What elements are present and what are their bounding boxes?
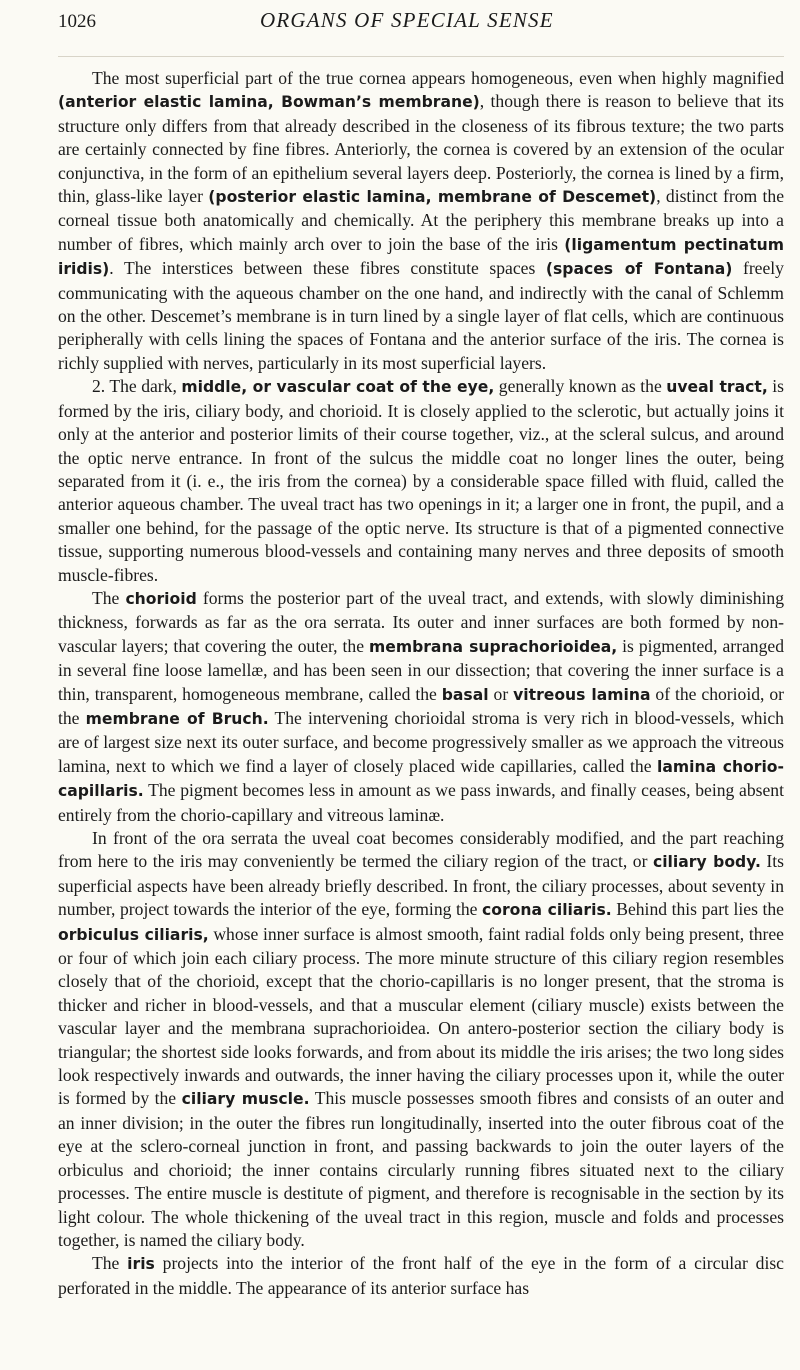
text-run: . The interstices between these fibres constitute spaces xyxy=(109,258,546,279)
bold-term: membrana suprachorioidea, xyxy=(369,637,618,656)
bold-term: membrane of Bruch. xyxy=(85,709,269,728)
running-title: ORGANS OF SPECIAL SENSE xyxy=(260,8,554,32)
paragraph xyxy=(58,587,784,827)
bold-term: (spaces of Fontana) xyxy=(545,260,733,279)
bold-term: uveal tract, xyxy=(666,378,768,397)
text-run: The xyxy=(92,587,126,608)
text-run: projects into the interior of the front half of the eye in the form of a circular disc perforated in the middle. The appearance of its anterior surface has xyxy=(58,1253,784,1298)
bold-term: (ligamentum pectinatum iridis) xyxy=(58,235,784,279)
text-run: 2. The dark, xyxy=(92,376,182,397)
text-run: The pigment becomes less in amount as we pass inwards, and finally ceases, being absent entirely from the chorio-capillary and vitreous laminæ. xyxy=(58,780,784,825)
text-run: is formed by the iris, ciliary body, and chorioid. It is closely applied to the sclerotic, but actually joins it only at the anterior and posterior limits of their course together, viz., at the scleral sulcus, and around the optic nerve entrance. In front of the sulcus the middle coat no longer lines the outer, being separated from it (i. e., the iris from the cornea) by a considerable space filled with fluid, called the anterior aqueous chamber. The uveal tract has two openings in it; a larger one in front, the pupil, and a smaller one behind, for the passage of the optic nerve. Its structure is that of a pigmented connective tissue, supporting numerous blood-vessels and containing many nerves and three deposits of smooth muscle-fibres. xyxy=(58,376,785,585)
text-run: freely communicating with the aqueous chamber on the one hand, and indirectly with the canal of Schlemm on the other. Descemet’s membrane is in turn lined by a single layer of flat cells, which are continuous peripherally with cells lining the spaces of Fontana and the anterior surface of the iris. The cornea is richly supplied with nerves, particularly in its most superficial layers. xyxy=(58,258,784,373)
text-run: of the chorioid, or the xyxy=(58,683,785,728)
bold-term: (anterior elastic lamina, Bowman’s membrane) xyxy=(58,93,480,112)
text-run: or xyxy=(488,683,514,704)
bold-term: (posterior elastic lamina, membrane of Descemet) xyxy=(208,188,657,207)
text-run: forms the posterior part of the uveal tract, and extends, with slowly diminishing thickness, forwards as far as the ora serrata. Its outer and inner surfaces are both formed by non-vascular layers; that covering the outer, the xyxy=(58,587,784,656)
text-run: This muscle possesses smooth fibres and consists of an outer and an inner division; in the outer the fibres run longitudinally, inserted into the outer fibrous coat of the eye at the sclero-corneal junction in front, and passing backwards to join the outer layers of the orbiculus and chorioid; the inner contains circularly running fibres situated next to the ciliary processes. The entire muscle is destitute of pigment, and therefore is recognisable in the section by its light colour. The whole thickening of the uveal tract in this region, muscle and folds and processes together, is named the ciliary body. xyxy=(58,1088,784,1250)
text-run: The intervening chorioidal stroma is very rich in blood-vessels, which are of largest size next its outer surface, and become progressively smaller as we approach the vitreous lamina, next to which we find a layer of closely placed wide capillaries, called the xyxy=(58,707,784,776)
text-run: The most superficial part of the true cornea appears homogeneous, even when highly magnified xyxy=(92,68,784,88)
text-run: , though there is reason to believe that its structure only differs from that already described in the closeness of its fibrous texture; the two parts are certainly connected by fine fibres. Anteriorly, the cornea is covered by an extension of the ocular conjunctiva, in the form of an epithelium several layers deep. Posteriorly, the cornea is lined by a firm, thin, glass-like layer xyxy=(58,91,784,207)
paragraph xyxy=(58,1252,784,1300)
bold-term: iris xyxy=(127,1255,155,1274)
bold-term: lamina chorio-capillaris. xyxy=(58,757,784,801)
paragraph xyxy=(58,827,784,1252)
bold-term: chorioid xyxy=(125,589,197,608)
text-run: whose inner surface is almost smooth, faint radial folds only being present, three or four of which join each ciliary process. The more minute structure of this ciliary region resembles closely that of the chorioid, except that the chorio-capillaris is no longer present, that the stroma is thicker and richer in blood-vessels, and that a muscular element (ciliary muscle) exists between the vascular layer and the membrana suprachorioidea. On antero-posterior section the ciliary body is triangular; the shortest side looks forwards, and from about its middle the iris arises; the two long sides look respectively inwards and outwards, the inner having the ciliary processes upon it, while the outer is formed by the xyxy=(58,923,784,1109)
bold-term: orbiculus ciliaris, xyxy=(58,925,209,944)
bold-term: corona ciliaris. xyxy=(482,901,612,920)
bold-term: ciliary body. xyxy=(652,853,761,872)
text-run: Its superficial aspects have been already briefly described. In front, the ciliary processes, about seventy in number, project towards the interior of the eye, forming the xyxy=(58,851,784,920)
page-number: 1026 xyxy=(58,11,96,32)
bold-term: basal xyxy=(441,685,489,704)
bold-term: ciliary muscle. xyxy=(181,1090,310,1109)
paragraph xyxy=(58,67,784,375)
text-run: Behind this part lies the xyxy=(611,899,784,920)
text-run: generally known as the xyxy=(494,376,667,397)
paragraph xyxy=(58,375,784,587)
text-run: is pigmented, arranged in several fine loose lamellæ, and has been seen in our dissection; that covering the inner surface is a thin, transparent, homogeneous membrane, called the xyxy=(58,635,784,704)
body-text xyxy=(58,57,784,1300)
page-header xyxy=(58,8,784,57)
bold-term: vitreous lamina xyxy=(513,685,651,704)
text-run: In front of the ora serrata the uveal coat becomes considerably modified, and the part reaching from here to the iris may conveniently be termed the ciliary region of the tract, or xyxy=(58,828,784,872)
bold-term: middle, or vascular coat of the eye, xyxy=(181,378,495,397)
text-run: , distinct from the corneal tissue both anatomically and chemically. At the periphery this membrane breaks up into a number of fibres, which mainly arch over to join the base of the iris xyxy=(58,186,785,254)
text-run: The xyxy=(92,1253,128,1274)
